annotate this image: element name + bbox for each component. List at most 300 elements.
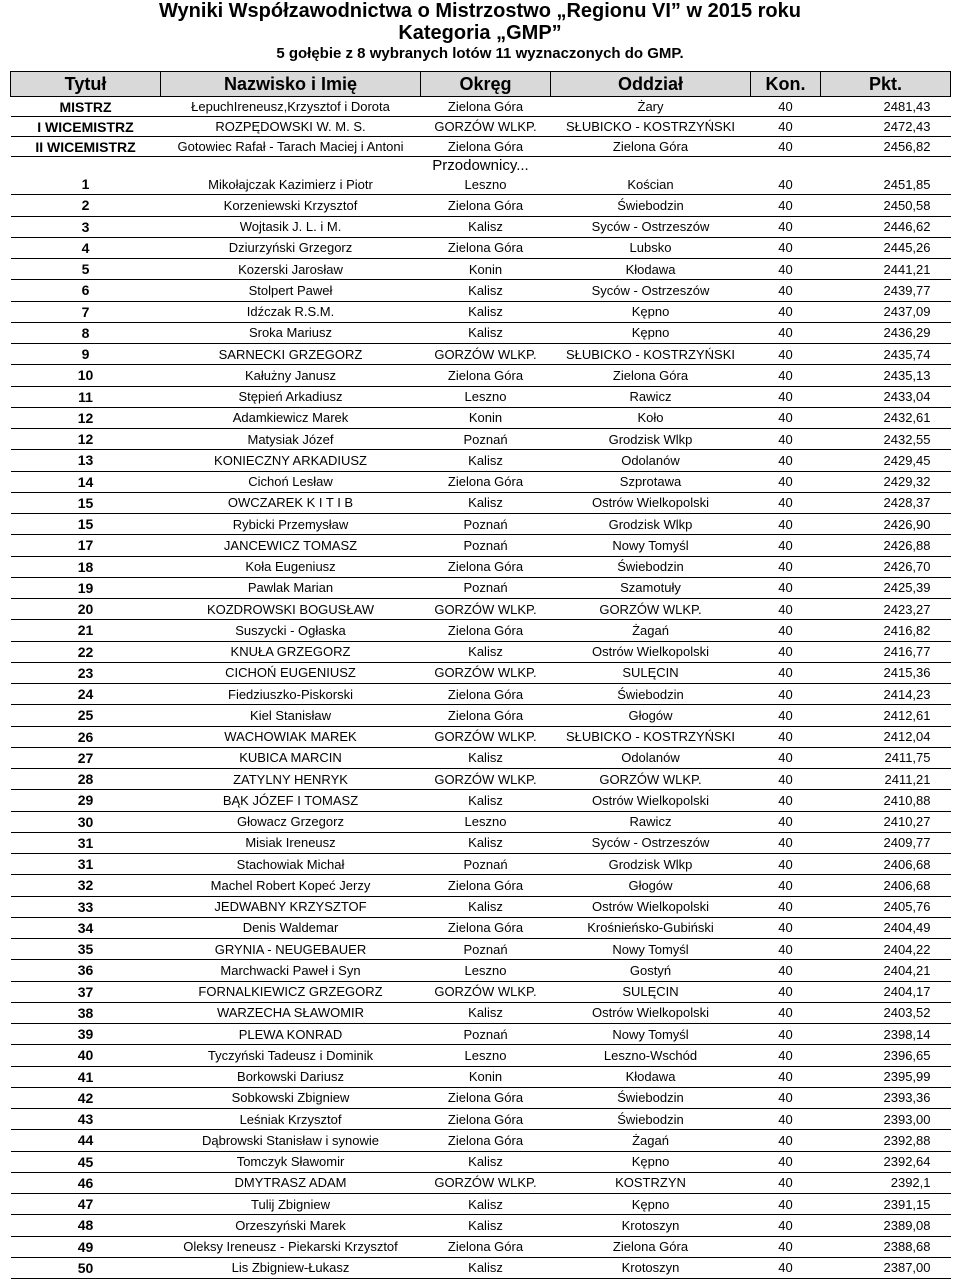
rank-cell: 17 <box>11 535 161 556</box>
page-note: 5 gołębie z 8 wybranych lotów 11 wyznaczonych do GMP. <box>276 45 684 62</box>
table-header-row <box>11 72 951 97</box>
rank-cell: 26 <box>11 726 161 747</box>
name-cell: BĄK JÓZEF I TOMASZ <box>161 790 421 811</box>
column-header-district: Okręg <box>421 72 551 97</box>
district-cell: Zielona Góra <box>421 1109 551 1130</box>
table-row <box>11 769 951 790</box>
points-cell: 2429,32 <box>821 471 951 492</box>
column-header-name: Nazwisko i Imię <box>161 72 421 97</box>
branch-cell: Głogów <box>551 875 751 896</box>
district-cell: Poznań <box>421 429 551 450</box>
branch-cell: Lubsko <box>551 237 751 258</box>
kon-cell: 40 <box>751 769 821 790</box>
name-cell: KOZDROWSKI BOGUSŁAW <box>161 599 421 620</box>
kon-cell: 40 <box>751 1236 821 1257</box>
district-cell: Poznań <box>421 577 551 598</box>
points-cell: 2405,76 <box>821 896 951 917</box>
name-cell: Lis Zbigniew-Łukasz <box>161 1257 421 1278</box>
name-cell: JANCEWICZ TOMASZ <box>161 535 421 556</box>
branch-cell: Rawicz <box>551 386 751 407</box>
district-cell: GORZÓW WLKP. <box>421 769 551 790</box>
table-row <box>11 386 951 407</box>
district-cell: Kalisz <box>421 216 551 237</box>
name-cell: PLEWA KONRAD <box>161 1024 421 1045</box>
branch-cell: Kłodawa <box>551 259 751 280</box>
rank-cell: 13 <box>11 450 161 471</box>
branch-cell: Syców - Ostrzeszów <box>551 832 751 853</box>
kon-cell: 40 <box>751 556 821 577</box>
branch-cell: Syców - Ostrzeszów <box>551 280 751 301</box>
section-row <box>11 157 951 175</box>
points-cell: 2456,82 <box>821 137 951 157</box>
table-row <box>11 216 951 237</box>
kon-cell: 40 <box>751 471 821 492</box>
district-cell: Leszno <box>421 174 551 195</box>
table-row <box>11 1002 951 1023</box>
points-cell: 2412,04 <box>821 726 951 747</box>
kon-cell: 40 <box>751 896 821 917</box>
points-cell: 2388,68 <box>821 1236 951 1257</box>
points-cell: 2416,82 <box>821 620 951 641</box>
name-cell: Idźczak R.S.M. <box>161 301 421 322</box>
points-cell: 2428,37 <box>821 492 951 513</box>
district-cell: Zielona Góra <box>421 237 551 258</box>
title-row <box>11 97 951 117</box>
branch-cell: Świebodzin <box>551 1087 751 1108</box>
table-row <box>11 981 951 1002</box>
branch-cell: Żagań <box>551 620 751 641</box>
points-cell: 2391,15 <box>821 1194 951 1215</box>
column-header-points: Pkt. <box>821 72 951 97</box>
rank-cell: 7 <box>11 301 161 322</box>
points-cell: 2426,90 <box>821 514 951 535</box>
rank-cell: 48 <box>11 1215 161 1236</box>
name-cell: KUBICA MARCIN <box>161 747 421 768</box>
district-cell: Zielona Góra <box>421 471 551 492</box>
branch-cell: Zielona Góra <box>551 1236 751 1257</box>
table-row <box>11 684 951 705</box>
table-row <box>11 641 951 662</box>
district-cell: Kalisz <box>421 450 551 471</box>
table-row <box>11 174 951 195</box>
table-row <box>11 1194 951 1215</box>
district-cell: Kalisz <box>421 1215 551 1236</box>
name-cell: Stachowiak Michał <box>161 854 421 875</box>
rank-cell: 47 <box>11 1194 161 1215</box>
rank-cell: 38 <box>11 1002 161 1023</box>
kon-cell: 40 <box>751 1194 821 1215</box>
table-row <box>11 1045 951 1066</box>
points-cell: 2450,58 <box>821 195 951 216</box>
rank-cell: 8 <box>11 322 161 343</box>
rank-cell: 45 <box>11 1151 161 1172</box>
name-cell: Orzeszyński Marek <box>161 1215 421 1236</box>
rank-cell: 49 <box>11 1236 161 1257</box>
rank-cell: I WICEMISTRZ <box>11 117 161 137</box>
branch-cell: KOSTRZYN <box>551 1172 751 1193</box>
points-cell: 2423,27 <box>821 599 951 620</box>
kon-cell: 40 <box>751 216 821 237</box>
name-cell: DMYTRASZ ADAM <box>161 1172 421 1193</box>
table-row <box>11 662 951 683</box>
points-cell: 2435,74 <box>821 344 951 365</box>
name-cell: ZATYLNY HENRYK <box>161 769 421 790</box>
branch-cell: Szamotuły <box>551 577 751 598</box>
points-cell: 2404,49 <box>821 917 951 938</box>
rank-cell: 34 <box>11 917 161 938</box>
kon-cell: 40 <box>751 450 821 471</box>
kon-cell: 40 <box>751 535 821 556</box>
page-subtitle: Kategoria „GMP” <box>398 22 562 44</box>
rank-cell: 6 <box>11 280 161 301</box>
kon-cell: 40 <box>751 832 821 853</box>
branch-cell: Kępno <box>551 1151 751 1172</box>
points-cell: 2446,62 <box>821 216 951 237</box>
kon-cell: 40 <box>751 811 821 832</box>
branch-cell: Kępno <box>551 322 751 343</box>
points-cell: 2389,08 <box>821 1215 951 1236</box>
name-cell: Adamkiewicz Marek <box>161 407 421 428</box>
table-row <box>11 811 951 832</box>
branch-cell: Kępno <box>551 1194 751 1215</box>
kon-cell: 40 <box>751 960 821 981</box>
branch-cell: Ostrów Wielkopolski <box>551 1002 751 1023</box>
district-cell: Zielona Góra <box>421 875 551 896</box>
branch-cell: Szprotawa <box>551 471 751 492</box>
name-cell: Fiedziuszko-Piskorski <box>161 684 421 705</box>
table-row <box>11 790 951 811</box>
branch-cell: Koło <box>551 407 751 428</box>
rank-cell: 23 <box>11 662 161 683</box>
table-row <box>11 471 951 492</box>
kon-cell: 40 <box>751 1215 821 1236</box>
rank-cell: 33 <box>11 896 161 917</box>
kon-cell: 40 <box>751 117 821 137</box>
rank-cell: MISTRZ <box>11 97 161 117</box>
points-cell: 2409,77 <box>821 832 951 853</box>
table-row <box>11 344 951 365</box>
rank-cell: II WICEMISTRZ <box>11 137 161 157</box>
table-row <box>11 939 951 960</box>
branch-cell: Rawicz <box>551 811 751 832</box>
kon-cell: 40 <box>751 280 821 301</box>
kon-cell: 40 <box>751 599 821 620</box>
kon-cell: 40 <box>751 1151 821 1172</box>
name-cell: Misiak Ireneusz <box>161 832 421 853</box>
table-row <box>11 1109 951 1130</box>
branch-cell: Ostrów Wielkopolski <box>551 896 751 917</box>
rank-cell: 15 <box>11 514 161 535</box>
district-cell: Zielona Góra <box>421 137 551 157</box>
table-row <box>11 237 951 258</box>
name-cell: Gotowiec Rafał - Tarach Maciej i Antoni <box>161 137 421 157</box>
district-cell: Poznań <box>421 535 551 556</box>
table-row <box>11 620 951 641</box>
branch-cell: GORZÓW WLKP. <box>551 769 751 790</box>
branch-cell: Grodzisk Wlkp <box>551 514 751 535</box>
page-title: Wyniki Współzawodnictwa o Mistrzostwo „Regionu VI” w 2015 roku <box>159 0 801 22</box>
name-cell: Stolpert Paweł <box>161 280 421 301</box>
table-row <box>11 832 951 853</box>
points-cell: 2441,21 <box>821 259 951 280</box>
points-cell: 2398,14 <box>821 1024 951 1045</box>
name-cell: Sobkowski Zbigniew <box>161 1087 421 1108</box>
branch-cell: Odolanów <box>551 747 751 768</box>
points-cell: 2432,61 <box>821 407 951 428</box>
rank-cell: 30 <box>11 811 161 832</box>
table-row <box>11 1172 951 1193</box>
branch-cell: Krotoszyn <box>551 1215 751 1236</box>
name-cell: Pawlak Marian <box>161 577 421 598</box>
kon-cell: 40 <box>751 1109 821 1130</box>
table-row <box>11 535 951 556</box>
district-cell: Kalisz <box>421 301 551 322</box>
rank-cell: 41 <box>11 1066 161 1087</box>
title-row <box>11 137 951 157</box>
kon-cell: 40 <box>751 1045 821 1066</box>
name-cell: Mikołajczak Kazimierz i Piotr <box>161 174 421 195</box>
points-cell: 2436,29 <box>821 322 951 343</box>
kon-cell: 40 <box>751 1024 821 1045</box>
points-cell: 2433,04 <box>821 386 951 407</box>
name-cell: Tyczyński Tadeusz i Dominik <box>161 1045 421 1066</box>
branch-cell: Leszno-Wschód <box>551 1045 751 1066</box>
table-row <box>11 960 951 981</box>
table-row <box>11 577 951 598</box>
points-cell: 2426,70 <box>821 556 951 577</box>
branch-cell: Kościan <box>551 174 751 195</box>
district-cell: Zielona Góra <box>421 1236 551 1257</box>
district-cell: Leszno <box>421 386 551 407</box>
table-row <box>11 599 951 620</box>
name-cell: ŁepuchIreneusz,Krzysztof i Dorota <box>161 97 421 117</box>
table-row <box>11 875 951 896</box>
rank-cell: 14 <box>11 471 161 492</box>
branch-cell: Głogów <box>551 705 751 726</box>
kon-cell: 40 <box>751 301 821 322</box>
points-cell: 2439,77 <box>821 280 951 301</box>
points-cell: 2435,13 <box>821 365 951 386</box>
points-cell: 2393,00 <box>821 1109 951 1130</box>
name-cell: Dziurzyński Grzegorz <box>161 237 421 258</box>
rank-cell: 39 <box>11 1024 161 1045</box>
points-cell: 2404,21 <box>821 960 951 981</box>
table-row <box>11 1024 951 1045</box>
name-cell: Borkowski Dariusz <box>161 1066 421 1087</box>
table-row <box>11 407 951 428</box>
table-row <box>11 896 951 917</box>
branch-cell: Ostrów Wielkopolski <box>551 492 751 513</box>
branch-cell: Kępno <box>551 301 751 322</box>
rank-cell: 9 <box>11 344 161 365</box>
kon-cell: 40 <box>751 1257 821 1278</box>
points-cell: 2406,68 <box>821 875 951 896</box>
rank-cell: 11 <box>11 386 161 407</box>
kon-cell: 40 <box>751 365 821 386</box>
district-cell: GORZÓW WLKP. <box>421 662 551 683</box>
rank-cell: 40 <box>11 1045 161 1066</box>
rank-cell: 31 <box>11 854 161 875</box>
kon-cell: 40 <box>751 97 821 117</box>
branch-cell: Grodzisk Wlkp <box>551 854 751 875</box>
table-row <box>11 1236 951 1257</box>
rank-cell: 50 <box>11 1257 161 1278</box>
column-header-title: Tytuł <box>11 72 161 97</box>
rank-cell: 37 <box>11 981 161 1002</box>
branch-cell: SŁUBICKO - KOSTRZYŃSKI <box>551 117 751 137</box>
name-cell: Sroka Mariusz <box>161 322 421 343</box>
rank-cell: 42 <box>11 1087 161 1108</box>
kon-cell: 40 <box>751 344 821 365</box>
rank-cell: 21 <box>11 620 161 641</box>
name-cell: Kozerski Jarosław <box>161 259 421 280</box>
name-cell: Stępień Arkadiusz <box>161 386 421 407</box>
district-cell: Zielona Góra <box>421 97 551 117</box>
rank-cell: 43 <box>11 1109 161 1130</box>
column-header-kon: Kon. <box>751 72 821 97</box>
branch-cell: SŁUBICKO - KOSTRZYŃSKI <box>551 726 751 747</box>
branch-cell: Nowy Tomyśl <box>551 939 751 960</box>
kon-cell: 40 <box>751 174 821 195</box>
branch-cell: SŁUBICKO - KOSTRZYŃSKI <box>551 344 751 365</box>
district-cell: Zielona Góra <box>421 684 551 705</box>
branch-cell: Ostrów Wielkopolski <box>551 641 751 662</box>
points-cell: 2392,88 <box>821 1130 951 1151</box>
points-cell: 2411,21 <box>821 769 951 790</box>
kon-cell: 40 <box>751 620 821 641</box>
points-cell: 2451,85 <box>821 174 951 195</box>
points-cell: 2393,36 <box>821 1087 951 1108</box>
district-cell: Kalisz <box>421 896 551 917</box>
rank-cell: 36 <box>11 960 161 981</box>
district-cell: Poznań <box>421 854 551 875</box>
name-cell: Głowacz Grzegorz <box>161 811 421 832</box>
kon-cell: 40 <box>751 137 821 157</box>
branch-cell: Grodzisk Wlkp <box>551 429 751 450</box>
points-cell: 2415,36 <box>821 662 951 683</box>
branch-cell: Nowy Tomyśl <box>551 535 751 556</box>
points-cell: 2429,45 <box>821 450 951 471</box>
kon-cell: 40 <box>751 577 821 598</box>
rank-cell: 12 <box>11 429 161 450</box>
branch-cell: Świebodzin <box>551 684 751 705</box>
branch-cell: Świebodzin <box>551 195 751 216</box>
kon-cell: 40 <box>751 322 821 343</box>
branch-cell: Świebodzin <box>551 1109 751 1130</box>
kon-cell: 40 <box>751 1130 821 1151</box>
table-row <box>11 556 951 577</box>
kon-cell: 40 <box>751 195 821 216</box>
points-cell: 2410,88 <box>821 790 951 811</box>
rank-cell: 19 <box>11 577 161 598</box>
name-cell: Cichoń Lesław <box>161 471 421 492</box>
rank-cell: 15 <box>11 492 161 513</box>
rank-cell: 4 <box>11 237 161 258</box>
table-row <box>11 301 951 322</box>
points-cell: 2404,17 <box>821 981 951 1002</box>
table-row <box>11 917 951 938</box>
table-row <box>11 259 951 280</box>
district-cell: Leszno <box>421 1045 551 1066</box>
name-cell: GRYNIA - NEUGEBAUER <box>161 939 421 960</box>
rank-cell: 10 <box>11 365 161 386</box>
name-cell: WARZECHA SŁAWOMIR <box>161 1002 421 1023</box>
points-cell: 2396,65 <box>821 1045 951 1066</box>
points-cell: 2392,1 <box>821 1172 951 1193</box>
name-cell: Suszycki - Ogłaska <box>161 620 421 641</box>
kon-cell: 40 <box>751 237 821 258</box>
name-cell: Denis Waldemar <box>161 917 421 938</box>
district-cell: Zielona Góra <box>421 1130 551 1151</box>
points-cell: 2392,64 <box>821 1151 951 1172</box>
district-cell: Kalisz <box>421 1151 551 1172</box>
points-cell: 2481,43 <box>821 97 951 117</box>
branch-cell: Świebodzin <box>551 556 751 577</box>
kon-cell: 40 <box>751 939 821 960</box>
kon-cell: 40 <box>751 662 821 683</box>
points-cell: 2406,68 <box>821 854 951 875</box>
branch-cell: Odolanów <box>551 450 751 471</box>
branch-cell: Gostyń <box>551 960 751 981</box>
name-cell: ROZPĘDOWSKI W. M. S. <box>161 117 421 137</box>
rank-cell: 12 <box>11 407 161 428</box>
table-row <box>11 280 951 301</box>
rank-cell: 3 <box>11 216 161 237</box>
district-cell: Zielona Góra <box>421 195 551 216</box>
points-cell: 2404,22 <box>821 939 951 960</box>
district-cell: Kalisz <box>421 832 551 853</box>
district-cell: Kalisz <box>421 790 551 811</box>
points-cell: 2410,27 <box>821 811 951 832</box>
rank-cell: 29 <box>11 790 161 811</box>
branch-cell: Syców - Ostrzeszów <box>551 216 751 237</box>
table-row <box>11 1215 951 1236</box>
table-row <box>11 492 951 513</box>
points-cell: 2387,00 <box>821 1257 951 1278</box>
district-cell: Zielona Góra <box>421 1087 551 1108</box>
district-cell: GORZÓW WLKP. <box>421 981 551 1002</box>
district-cell: Poznań <box>421 1024 551 1045</box>
kon-cell: 40 <box>751 259 821 280</box>
district-cell: Konin <box>421 407 551 428</box>
table-row <box>11 195 951 216</box>
kon-cell: 40 <box>751 981 821 1002</box>
table-body <box>11 97 951 1279</box>
kon-cell: 40 <box>751 492 821 513</box>
district-cell: GORZÓW WLKP. <box>421 117 551 137</box>
district-cell: Zielona Góra <box>421 365 551 386</box>
table-row <box>11 854 951 875</box>
rank-cell: 46 <box>11 1172 161 1193</box>
branch-cell: SULĘCIN <box>551 662 751 683</box>
rank-cell: 24 <box>11 684 161 705</box>
name-cell: FORNALKIEWICZ GRZEGORZ <box>161 981 421 1002</box>
branch-cell: Nowy Tomyśl <box>551 1024 751 1045</box>
district-cell: Kalisz <box>421 322 551 343</box>
points-cell: 2416,77 <box>821 641 951 662</box>
kon-cell: 40 <box>751 684 821 705</box>
district-cell: GORZÓW WLKP. <box>421 344 551 365</box>
branch-cell: SULĘCIN <box>551 981 751 1002</box>
kon-cell: 40 <box>751 705 821 726</box>
rank-cell: 20 <box>11 599 161 620</box>
rank-cell: 44 <box>11 1130 161 1151</box>
name-cell: KONIECZNY ARKADIUSZ <box>161 450 421 471</box>
name-cell: Kałużny Janusz <box>161 365 421 386</box>
district-cell: Zielona Góra <box>421 556 551 577</box>
rank-cell: 22 <box>11 641 161 662</box>
branch-cell: Żary <box>551 97 751 117</box>
